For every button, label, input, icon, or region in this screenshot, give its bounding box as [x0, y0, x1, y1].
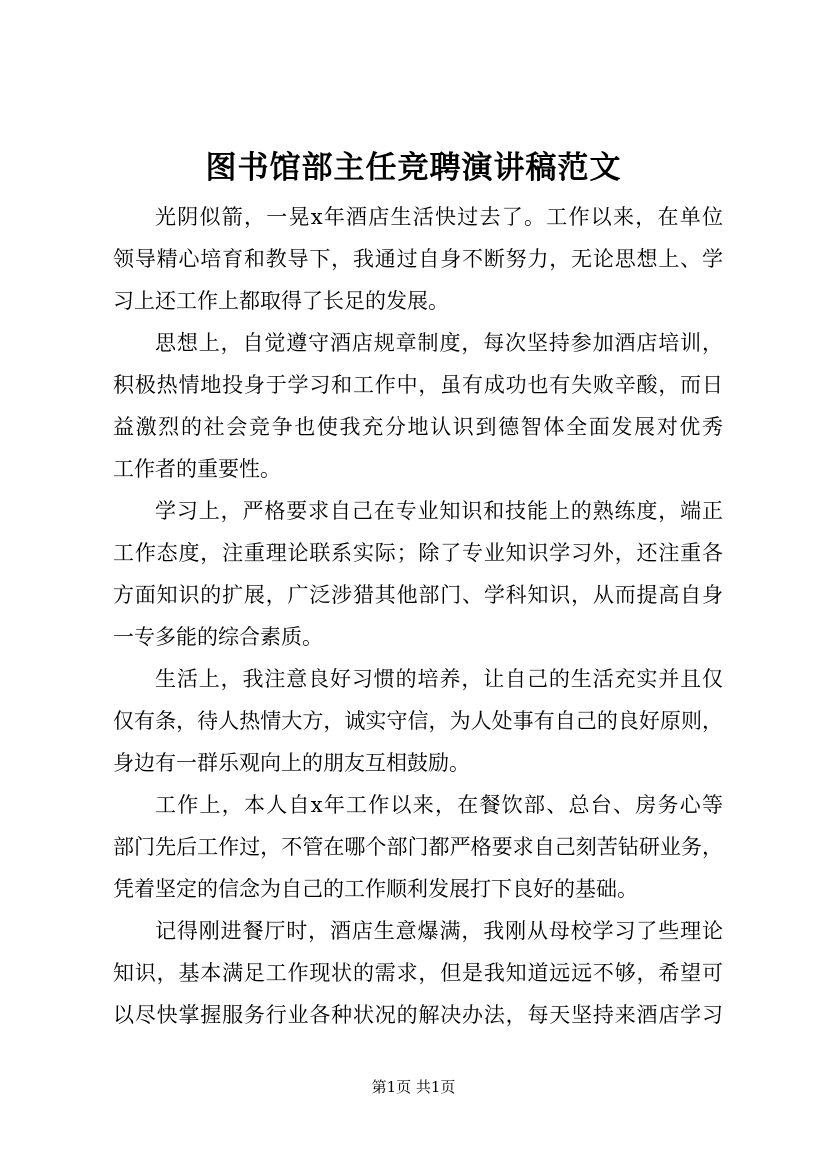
paragraph-line: 积极热情地投身于学习和工作中，虽有成功也有失败辛酸，而日: [113, 373, 723, 397]
paragraph-line: 以尽快掌握服务行业各种状况的解决办法，每天坚持来酒店学习: [113, 1003, 723, 1027]
paragraph-line: 思想上，自觉遵守酒店规章制度，每次坚持参加酒店培训，: [155, 331, 723, 355]
paragraph-line: 工作上，本人自x年工作以来，在餐饮部、总台、房务心等: [155, 793, 723, 817]
page-number-footer: 第1页 共1页: [371, 1078, 456, 1096]
document-body: [113, 196, 723, 1036]
paragraph-line: 领导精心培育和教导下，我通过自身不断努力，无论思想上、学: [113, 247, 723, 271]
paragraph-line: 工作态度，注重理论联系实际；除了专业知识学习外，还注重各: [113, 541, 723, 565]
paragraph-line: 方面知识的扩展，广泛涉猎其他部门、学科知识，从而提高自身: [113, 583, 723, 607]
paragraph-line: 光阴似箭，一晃x年酒店生活快过去了。工作以来，在单位: [155, 205, 723, 229]
paragraph-line: 生活上，我注意良好习惯的培养，让自己的生活充实并且仅: [155, 667, 723, 691]
paragraph-line: 部门先后工作过，不管在哪个部门都严格要求自己刻苦钻研业务，: [113, 835, 723, 859]
paragraph-line: 仅有条，待人热情大方，诚实守信，为人处事有自己的良好原则，: [113, 709, 723, 733]
document-title: 图书馆部主任竞聘演讲稿范文: [205, 150, 622, 186]
paragraph-line: 习上还工作上都取得了长足的发展。: [113, 289, 449, 313]
paragraph-line: 工作者的重要性。: [113, 457, 281, 481]
paragraph-line: 益激烈的社会竞争也使我充分地认识到德智体全面发展对优秀: [113, 415, 723, 439]
paragraph-line: 知识，基本满足工作现状的需求，但是我知道远远不够，希望可: [113, 961, 723, 985]
paragraph-line: 记得刚进餐厅时，酒店生意爆满，我刚从母校学习了些理论: [155, 919, 723, 943]
paragraph-line: 凭着坚定的信念为自己的工作顺利发展打下良好的基础。: [113, 877, 638, 901]
paragraph-line: 身边有一群乐观向上的朋友互相鼓励。: [113, 751, 470, 775]
paragraph-line: 学习上，严格要求自己在专业知识和技能上的熟练度，端正: [155, 499, 723, 523]
paragraph-line: 一专多能的综合素质。: [113, 625, 323, 649]
